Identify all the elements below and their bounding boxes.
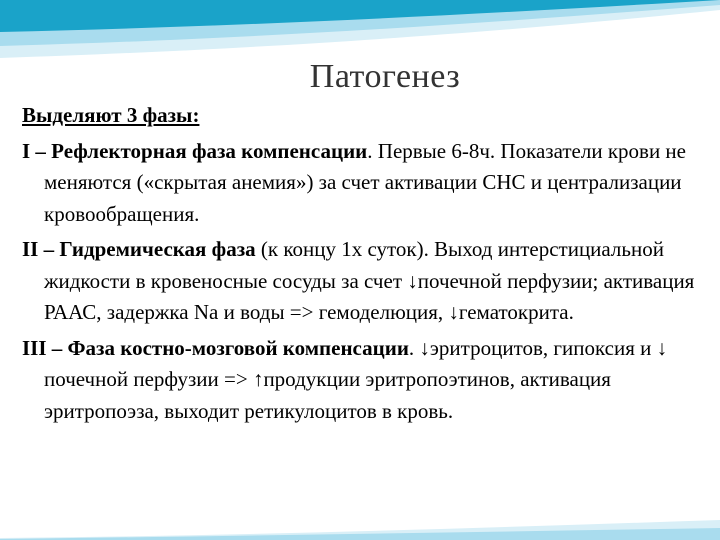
phase-3 [22,333,702,428]
slide-title: Патогенез [309,58,461,95]
phase-2-heading: II – Гидремическая фаза [22,237,256,261]
phase-1 [22,136,702,231]
phase-1-heading: I – Рефлекторная фаза компенсации [22,138,368,163]
phase-2 [22,234,702,329]
phase-3-heading: III – Фаза костно-мозговой компенсации [22,335,409,360]
phase-2-text: (к концу 1х суток). Выход интерстициальной жидкости в кровеносные сосуды за счет ↓почечной перфузии; активация РААС, задержка Na и воды => гемоделюция, ↓гематокрита. [44,237,695,324]
slide-content [22,100,702,431]
top-wave-decoration [0,0,720,60]
phase-3-text: . ↓эритроцитов, гипоксия и ↓ почечной перфузии => ↑продукции эритропоэтинов, активация эритропоэза, выходит ретикулоцитов в кровь. [44,335,668,423]
phase-1-text: . Первые 6-8ч. Показатели крови не меняются («скрытая анемия») за счет активации СНС и централизации кровообращения. [44,138,686,226]
bottom-wave-decoration [0,514,720,540]
intro-text: Выделяют 3 фазы: [22,103,200,127]
